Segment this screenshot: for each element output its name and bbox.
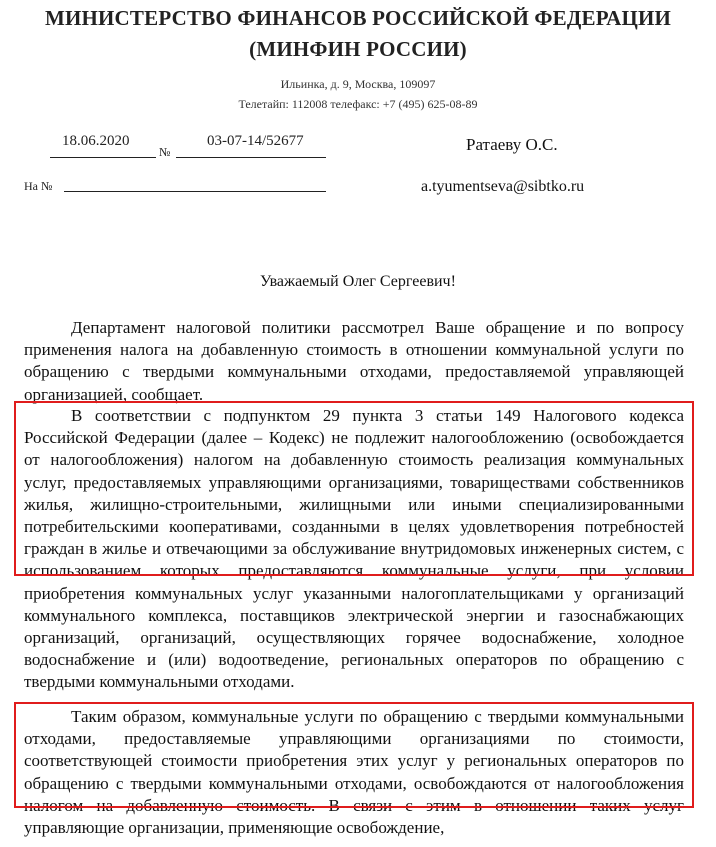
reference-label: На № <box>24 179 53 193</box>
reference-underline <box>64 191 326 192</box>
number-underline <box>176 157 326 158</box>
paragraph-intro: Департамент налоговой политики рассмотрел Ваше обращение и по вопросу применения налога на добавленную стоимость в отношении коммунальной услуги по обращению с твердыми коммунальными отходами, предоставляемой управляющей организацией, сообщает. <box>24 318 684 404</box>
highlight-box <box>14 702 694 808</box>
ministry-name: МИНИСТЕРСТВО ФИНАНСОВ РОССИЙСКОЙ ФЕДЕРАЦИИ <box>44 6 672 30</box>
date-underline <box>50 157 156 158</box>
highlight-box <box>14 401 694 576</box>
ministry-short-name: (МИНФИН РОССИИ) <box>249 37 467 61</box>
ministry-address: Ильинка, д. 9, Москва, 109097 <box>280 77 436 91</box>
document-date: 18.06.2020 <box>62 133 130 149</box>
number-label: № <box>159 145 171 159</box>
document-number: 03-07-14/52677 <box>207 133 304 149</box>
salutation: Уважаемый Олег Сергеевич! <box>260 273 456 290</box>
ministry-contacts: Телетайп: 112008 телефакс: +7 (495) 625-08-89 <box>238 97 478 111</box>
recipient-name: Ратаеву О.С. <box>466 135 558 154</box>
paragraph-conclusion: Таким образом, коммунальные услуги по обращению с твердыми коммунальными отходами, предоставляемые управляющими организациями по стоимости, соответствующей стоимости приобретения этих услуг у региональных операторов по обращению с твердыми коммунальными отходами, освобождаются от налогообложения налогом на добавленную стоимость. В связи с этим в отношении таких услуг управляющие организации, применяющие освобождение, <box>24 707 684 838</box>
paragraph-law-reference: В соответствии с подпунктом 29 пункта 3 статьи 149 Налогового кодекса Российской Федерации (далее – Кодекс) не подлежит налогообложению (освобождается от налогообложения) налогом на добавленную стоимость реализация коммунальных услуг, предоставляемых управляющими организациями, товариществами собственников жилья, жилищно-строительными, жилищными или иными специализированными потребительскими кооперативами, созданными в целях удовлетворения потребностей граждан в жилье и отвечающими за обслуживание внутридомовых инженерных систем, с использованием которых предоставляются коммунальные услуги, при условии приобретения коммунальных услуг указанными налогоплательщиками у организаций коммунального комплекса, поставщиков электрической энергии и газоснабжающих организаций, организаций, осуществляющих горячее водоснабжение, холодное водоснабжение и (или) водоотведение, региональных операторов по обращению с твердыми коммунальными отходами. <box>24 406 684 692</box>
recipient-email: a.tyumentseva@sibtko.ru <box>421 178 585 195</box>
